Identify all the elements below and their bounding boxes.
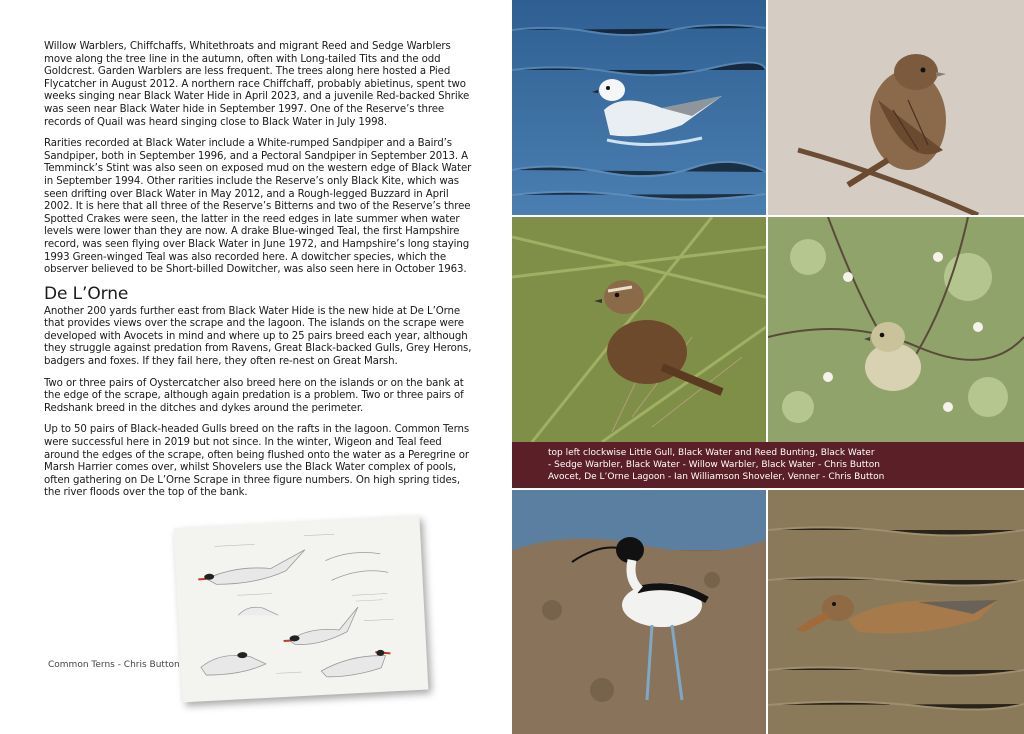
sedge-warbler-image — [512, 217, 766, 442]
paragraph-oystercatcher: Two or three pairs of Oystercatcher also breed here on the islands or on the bank at the edge of the scrape, although again predation is a problem. Two or three pairs of Redshank breed in the ditches and dykes around the perimeter. — [44, 377, 464, 414]
tern-sketch-drawing — [174, 516, 429, 703]
photo-willow-warbler — [768, 217, 1024, 442]
willow-warbler-image — [768, 217, 1024, 442]
paragraph-gulls: Up to 50 pairs of Black-headed Gulls breed on the rafts in the lagoon. Common Terns were successful here in 2019 but not since. In the winter, Wigeon and Teal feed around the edges of the scrape, often being flushed onto the water as a Peregrine or Marsh Harrier comes over, whilst Shovelers use the Black Water complex of pools, often gathering on De L’Orne Scrape in three figure numbers. On high spring tides, the river floods over the top of the bank. — [44, 424, 470, 499]
photo-caption-line-1: top left clockwise Little Gull, Black Water and Reed Bunting, Black Water — [548, 448, 875, 458]
little-gull-image — [512, 0, 766, 215]
photo-little-gull — [512, 0, 766, 215]
avocet-image — [512, 490, 766, 734]
photo-reed-bunting — [768, 0, 1024, 215]
paragraph-de-lorne: Another 200 yards further east from Black Water Hide is the new hide at De L’Orne that provides views over the scrape and the lagoon. The islands on the scrape were developed with Avocets in mind and where up to 25 pairs breed each year, although they struggle against predation from Ravens, Great Black-backed Gulls, Grey Herons, badgers and foxes. If they fail here, they often re-nest on Great Marsh. — [44, 305, 472, 368]
photo-sedge-warbler — [512, 217, 766, 442]
tern-sketch — [174, 516, 429, 703]
shoveler-image — [768, 490, 1024, 734]
photo-shoveler — [768, 490, 1024, 734]
photo-caption-line-3: Avocet, De L’Orne Lagoon - Ian Williamson Shoveler, Venner - Chris Button — [548, 472, 885, 483]
photo-avocet — [512, 490, 766, 734]
reed-bunting-image — [768, 0, 1024, 215]
article-body — [44, 41, 476, 509]
sketch-caption: Common Terns - Chris Button — [48, 660, 180, 670]
paragraph-rarities: Rarities recorded at Black Water include a White-rumped Sandpiper and a Baird’s Sandpiper, both in September 1996, and a Pectoral Sandpiper in September 2013. A Temminck’s Stint was also seen on exposed mud on the western edge of Black Water in September 1994. Other rarities include the Reserve’s only Black Kite, which was seen drifting over Black Water in May 2012, and a Rough-legged Buzzard in April 2002. It is here that all three of the Reserve’s Bitterns and two of the Reserve’s three Spotted Crakes were seen, the latter in the reed edges in late summer when water levels were lower than they are now. A drake Blue-winged Teal, the first Hampshire record, was seen flying over Black Water in June 1972, and Hampshire’s long staying 1993 Green-winged Teal was also recorded here. A dowitcher species, which the observer believed to be Short-billed Dowitcher, was also seen here in October 1963. — [44, 138, 472, 276]
photo-caption — [548, 447, 928, 484]
section-heading: De L’Orne — [44, 283, 129, 304]
paragraph-warblers: Willow Warblers, Chiffchaffs, Whitethroats and migrant Reed and Sedge Warblers move along the tree line in the autumn, often with Long-tailed Tits and the odd Goldcrest. Garden Warblers are less frequent. The trees along here hosted a Pied Flycatcher in August 2012. A northern race Chiffchaff, probably abietinus, spent two weeks singing near Black Water Hide in April 2023, and a juvenile Red-backed Shrike was seen near Black Water hide in September 1997. One of the Reserve’s three records of Quail was heard singing close to Black Water in July 1998. — [44, 41, 470, 128]
photo-caption-line-2: - Sedge Warbler, Black Water - Willow Warbler, Black Water - Chris Button — [548, 460, 880, 471]
